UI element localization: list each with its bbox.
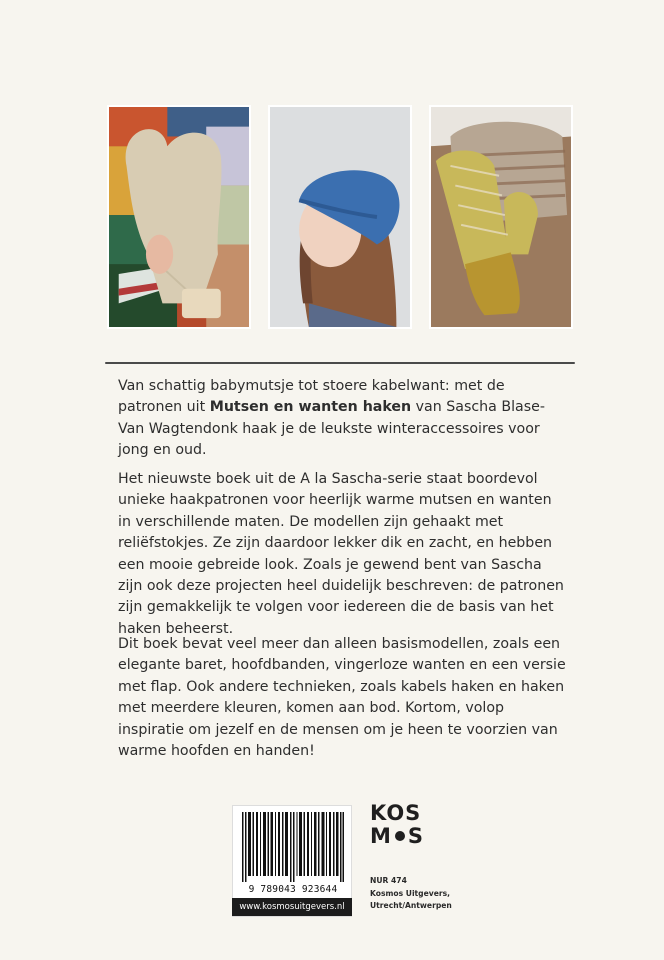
description-paragraph: Het nieuwste boek uit de A la Sascha-serie staat boordevol unieke haakpatronen voor heerlijk warme mutsen en wanten in verschillende maten. De modellen zijn gehaakt met reliëfstokjes. Ze zijn daardoor lekker dik en zacht, en hebben een mooie gebreide look. Zoals je gewend bent van Sascha zijn ook deze projecten heel duidelijk beschreven: de patronen zijn gemakkelijk te volgen voor iedereen die de basis van het haken beheerst. <box>118 471 564 637</box>
intro-text-post: van Sascha Blase-Van Wagtendonk haak je de leukste winteraccessoires voor jong en oud. <box>118 399 545 459</box>
isbn-number: 9 789043 923644 <box>248 884 338 895</box>
publisher-info <box>370 875 452 913</box>
photo-yellow-mittens <box>429 105 573 329</box>
logo-letter-s: S <box>407 824 425 848</box>
logo-letter-m: M <box>370 824 392 848</box>
intro-text-pre: Van schattig babymutsje tot stoere kabelwant: met de patronen uit <box>118 378 505 416</box>
photo-blue-beret <box>268 105 412 329</box>
logo-row-bottom <box>370 825 440 848</box>
divider-line <box>105 362 575 364</box>
book-title: Mutsen en wanten haken <box>209 399 412 416</box>
publisher-city: Utrecht/Antwerpen <box>370 901 452 910</box>
publisher-name: Kosmos Uitgevers, <box>370 888 451 898</box>
logo-row-top: KOS <box>370 801 422 825</box>
barcode-bars <box>242 812 344 882</box>
publisher-url: www.kosmosuitgevers.nl <box>232 898 352 916</box>
contents-paragraph: Dit boek bevat veel meer dan alleen basismodellen, zoals een elegante baret, hoofdbanden, vingerloze wanten en een versie met flap. Ook andere technieken, zoals kabels haken en haken met meerdere kleuren, komen aan bod. Kortom, volop inspiratie om jezelf en de mensen om je heen te voorzien van warme hoofden en handen! <box>118 636 566 760</box>
logo-dot-icon <box>395 831 405 841</box>
photo-tan-mitten <box>107 105 251 329</box>
nur-code: NUR 474 <box>370 876 407 885</box>
intro-paragraph <box>118 376 568 462</box>
kosmos-logo <box>370 802 440 852</box>
